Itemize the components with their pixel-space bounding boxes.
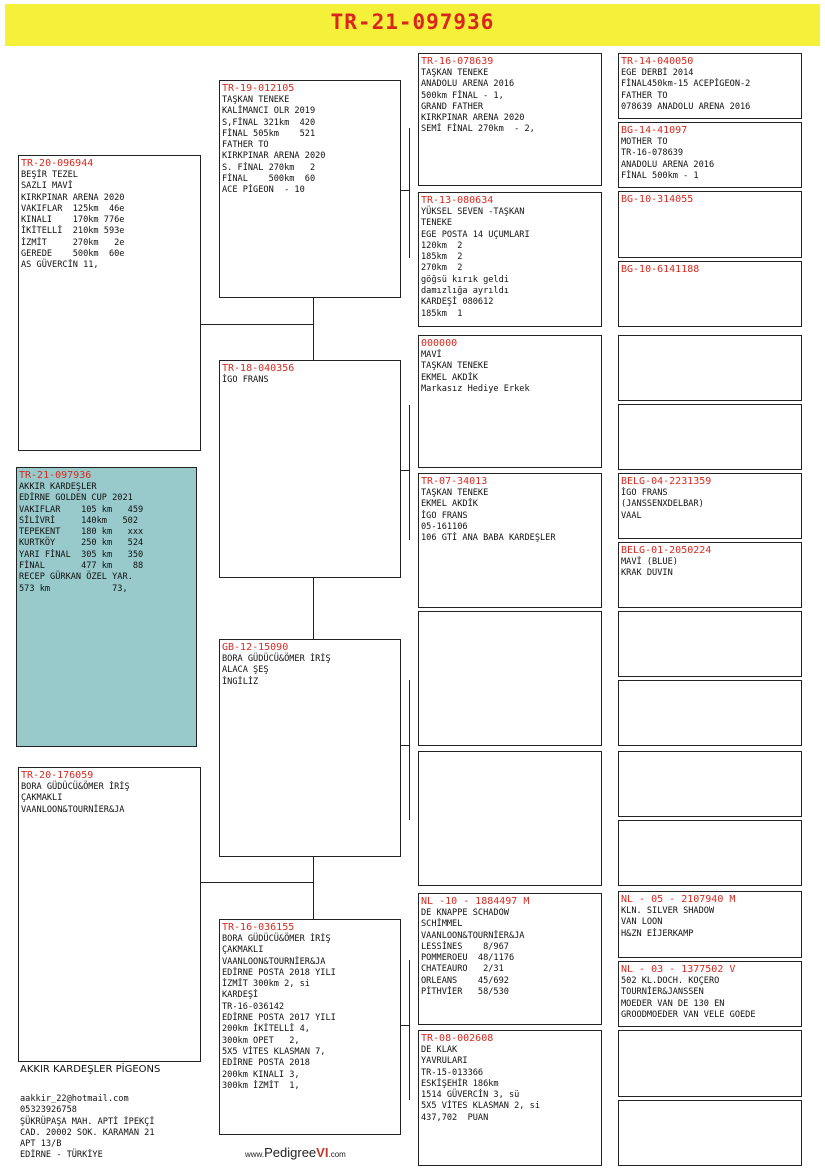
- logo-accent: VI: [316, 1145, 329, 1160]
- pedigree-line: VAAL: [621, 510, 642, 521]
- pedigree-line: TENEKE: [421, 218, 453, 229]
- pedigree-line: SİLİVRİ 140km 502: [19, 515, 138, 526]
- pedigree-line: damızlığa ayrıldı: [421, 286, 509, 297]
- pedigree-line: EGE DERBİ 2014: [621, 68, 694, 78]
- pedigree-line: TAŞKAN TENEKE: [421, 68, 489, 78]
- ring-number: BG-10-314055: [621, 194, 694, 205]
- ring-number: TR-13-080634: [421, 195, 494, 206]
- great-ancestor-box: [618, 611, 802, 677]
- ring-number: TR-18-040356: [222, 363, 295, 374]
- pedigree-line: DE KNAPPE SCHADOW: [421, 908, 509, 918]
- pedigree-line: BORA GÜDÜCÜ&ÖMER İRİŞ: [222, 654, 331, 664]
- ancestor-box: [418, 893, 602, 1025]
- pedigree-line: VAN LOON: [621, 917, 663, 928]
- ring-number: TR-21-097936: [19, 470, 92, 481]
- great-ancestor-box: [618, 1100, 802, 1166]
- ring-number: BELG-01-2050224: [621, 545, 712, 556]
- ancestor-box: [418, 751, 602, 886]
- pedigree-line: VAANLOON&TOURNİER&JA: [21, 804, 125, 815]
- great-ancestor-box: [618, 1030, 802, 1097]
- pedigree-line: İGO FRANS: [222, 375, 269, 385]
- ring-number: BELG-04-2231359: [621, 476, 712, 487]
- ring-number: BG-10-6141188: [621, 264, 700, 275]
- pedigree-line: KIRKPINAR ARENA 2020: [421, 113, 525, 124]
- pedigree-line: ANADOLU ARENA 2016: [421, 79, 515, 90]
- pedigree-title: TR-21-097936: [330, 10, 495, 34]
- great-ancestor-box: [618, 191, 802, 258]
- pedigree-line: KARDEŞİ 080612: [421, 297, 494, 308]
- great-ancestor-box: [618, 891, 802, 958]
- connector: [409, 128, 410, 258]
- pedigree-line: TEPEKENT 180 km xxx: [19, 527, 144, 538]
- connector: [200, 882, 314, 883]
- sire-dam-box: [219, 360, 401, 578]
- pedigree-line: SEMİ FİNAL 270km - 2,: [421, 124, 535, 135]
- great-ancestor-box: [618, 404, 802, 470]
- pedigree-line: YAVRULARI: [421, 1056, 468, 1067]
- dam-dam-box: [219, 919, 401, 1135]
- great-ancestor-box: [618, 542, 802, 608]
- ancestor-box: [418, 1030, 602, 1166]
- owner-name: AKKIR KARDEŞLER PİGEONS: [20, 1064, 161, 1075]
- pedigree-line: 5X5 VİTES KLASMAN 7,: [222, 1046, 326, 1057]
- ring-number: TR-20-096944: [21, 158, 94, 169]
- pedigree-line: 1514 GÜVERCİN 3, sü: [421, 1090, 520, 1101]
- ancestor-box: [418, 473, 602, 608]
- pedigree-line: FİNAL 500km - 1: [621, 170, 699, 181]
- great-ancestor-box: [618, 261, 802, 327]
- pedigree-line: TOURNİER&JANSSEN: [621, 987, 704, 998]
- pedigree-line: 200km KINALI 3,: [222, 1069, 300, 1080]
- pedigree-line: VAKIFLAR 105 km 459: [19, 504, 144, 515]
- pedigree-line: BORA GÜDÜCÜ&ÖMER İRİŞ: [222, 934, 331, 944]
- pedigree-line: YARI FİNAL 305 km 350: [19, 549, 144, 560]
- pedigree-line: SCHİMMEL: [421, 919, 463, 930]
- ring-number: TR-20-176059: [21, 770, 94, 781]
- great-ancestor-box: [618, 473, 802, 539]
- sire-sire-box: [219, 80, 401, 298]
- pedigree-line: 270km 2: [421, 263, 463, 274]
- pedigree-line: RECEP GÜRKAN ÖZEL YAR.: [19, 572, 133, 583]
- pedigree-line: EDİRNE POSTA 2017 YILI: [222, 1013, 336, 1024]
- dam-sire-box: [219, 639, 401, 857]
- ring-number: TR-08-002608: [421, 1033, 494, 1044]
- pedigree-line: KIRKPINAR ARENA 2020: [222, 151, 326, 162]
- pedigreevi-logo[interactable]: [245, 1145, 346, 1160]
- connector: [313, 297, 314, 362]
- pedigree-line: S. FİNAL 270km 2: [222, 162, 316, 173]
- pedigree-line: KRAK DUVIN: [621, 568, 673, 579]
- pedigree-line: DE KLAK: [421, 1045, 458, 1055]
- pedigree-line: BORA GÜDÜCÜ&ÖMER İRİŞ: [21, 782, 130, 792]
- contact-block: [20, 1094, 155, 1162]
- pedigree-line: AS GÜVERCİN 11,: [21, 260, 99, 271]
- contact-email[interactable]: aakkir_22@hotmail.com: [20, 1094, 129, 1104]
- pedigree-line: EDİRNE GOLDEN CUP 2021: [19, 493, 133, 504]
- pedigree-line: ANADOLU ARENA 2016: [621, 159, 715, 170]
- connector: [200, 324, 314, 325]
- pedigree-line: İGO FRANS: [621, 488, 668, 498]
- sire-box: [18, 155, 201, 451]
- ring-number: TR-16-078639: [421, 56, 494, 67]
- contact-address-line: ŞÜKRÜPAŞA MAH. APTİ İPEKÇİ: [20, 1116, 155, 1127]
- pedigree-line: 05-161106: [421, 521, 468, 532]
- pedigree-line: 437,702 PUAN: [421, 1112, 489, 1123]
- pedigree-line: EDİRNE POSTA 2018 YILI: [222, 967, 336, 978]
- pedigree-line: POMMEROEU 48/1176: [421, 953, 515, 964]
- pedigree-line: EGE POSTA 14 UÇUMLARI: [421, 229, 530, 240]
- pedigree-line: KINALI 170km 776e: [21, 215, 125, 226]
- contact-phone: 05323926758: [20, 1105, 77, 1116]
- logo-name: Pedigree: [264, 1145, 317, 1160]
- connector: [409, 405, 410, 540]
- pedigree-line: TR-16-078639: [621, 148, 684, 159]
- pedigree-line: GEREDE 500km 60e: [21, 249, 125, 260]
- pedigree-line: KLN. SILVER SHADOW: [621, 906, 715, 916]
- pedigree-line: TR-15-013366: [421, 1067, 484, 1078]
- pedigree-line: İZMİT 300km 2, si: [222, 979, 310, 990]
- dam-box: [18, 767, 201, 1062]
- pedigree-line: 502 KL.DOCH. KOÇERO: [621, 976, 720, 986]
- great-ancestor-box: [618, 53, 802, 119]
- pedigree-line: 573 km 73,: [19, 583, 128, 594]
- pedigree-line: göğsü kırık geldi: [421, 274, 509, 285]
- pedigree-line: ORLEANS 45/692: [421, 975, 509, 986]
- ring-number: TR-14-040050: [621, 56, 694, 67]
- pedigree-line: SAZLI MAVİ: [21, 181, 73, 192]
- pedigree-line: FİNAL 500km 60: [222, 174, 316, 185]
- pedigree-line: YÜKSEL SEVEN -TAŞKAN: [421, 207, 525, 217]
- subject-box: [16, 467, 197, 747]
- pedigree-line: (JANSSENXDELBAR): [621, 499, 704, 510]
- great-ancestor-box: [618, 680, 802, 746]
- great-ancestor-box: [618, 820, 802, 886]
- ancestor-box: [418, 53, 602, 186]
- pedigree-line: H&ZN EİJERKAMP: [621, 928, 694, 939]
- pedigree-line: Markasız Hediye Erkek: [421, 383, 530, 394]
- pedigree-line: KURTKÖY 250 km 524: [19, 538, 144, 549]
- contact-city: EDİRNE - TÜRKİYE: [20, 1150, 103, 1161]
- ring-number: NL - 03 - 1377502 V: [621, 964, 736, 975]
- pedigree-line: 078639 ANADOLU ARENA 2016: [621, 101, 751, 112]
- ancestor-box: [418, 611, 602, 746]
- pedigree-line: MOTHER TO: [621, 137, 668, 147]
- pedigree-line: EKMEL AKDİK: [421, 499, 478, 510]
- pedigree-line: MAVİ: [421, 350, 442, 360]
- pedigree-line: KIRKPINAR ARENA 2020: [21, 192, 125, 203]
- pedigree-line: ALACA ŞEŞ: [222, 665, 269, 676]
- pedigree-line: İGO FRANS: [421, 510, 468, 521]
- great-ancestor-box: [618, 751, 802, 817]
- ring-number: BG-14-41097: [621, 125, 688, 136]
- great-ancestor-box: [618, 961, 802, 1027]
- ring-number: NL -10 - 1884497 M: [421, 896, 530, 907]
- ring-number: TR-16-036155: [222, 922, 295, 933]
- pedigree-line: FATHER TO: [621, 90, 668, 101]
- pedigree-line: 300km OPET 2,: [222, 1035, 300, 1046]
- pedigree-line: 120km 2: [421, 240, 463, 251]
- pedigree-line: FİNAL450km-15 ACEPİGEON-2: [621, 79, 751, 90]
- pedigree-line: LESSİNES 8/967: [421, 941, 509, 952]
- pedigree-line: CHATEAURO 2/31: [421, 964, 504, 975]
- pedigree-line: VAKIFLAR 125km 46e: [21, 203, 125, 214]
- contact-address-line: CAD. 20002 SOK. KARAMAN 21: [20, 1127, 155, 1138]
- great-ancestor-box: [618, 335, 802, 401]
- pedigree-line: EDİRNE POSTA 2018: [222, 1058, 310, 1069]
- pedigree-line: AKKIR KARDEŞLER: [19, 482, 97, 492]
- ring-number: GB-12-15090: [222, 642, 289, 653]
- pedigree-line: TAŞKAN TENEKE: [222, 95, 290, 105]
- connector: [409, 960, 410, 1100]
- pedigree-line: 200km İKİTELLİ 4,: [222, 1024, 310, 1035]
- pedigree-line: TAŞKAN TENEKE: [421, 361, 489, 372]
- pedigree-line: ESKİŞEHİR 186km: [421, 1078, 499, 1089]
- pedigree-line: KALİMANCI OLR 2019: [222, 106, 316, 117]
- pedigree-line: 106 GTİ ANA BABA KARDEŞLER: [421, 533, 556, 544]
- pedigree-line: TAŞKAN TENEKE: [421, 488, 489, 498]
- pedigree-line: 185km 2: [421, 252, 463, 263]
- logo-suffix: .com: [328, 1150, 346, 1159]
- pedigree-line: 185km 1: [421, 308, 463, 319]
- pedigree-line: S,FİNAL 321km 420: [222, 117, 316, 128]
- pedigree-line: İKİTELLİ 210km 593e: [21, 226, 125, 237]
- ancestor-box: [418, 335, 602, 468]
- pedigree-line: PİTHVİER 58/530: [421, 987, 509, 998]
- ancestor-box: [418, 192, 602, 327]
- pedigree-line: ACE PİGEON - 10: [222, 185, 305, 196]
- pedigree-line: GRAND FATHER: [421, 101, 484, 112]
- pedigree-line: VAANLOON&TOURNİER&JA: [222, 956, 326, 967]
- ring-number: TR-07-34013: [421, 476, 488, 487]
- pedigree-line: BEŞİR TEZEL: [21, 170, 78, 180]
- connector: [313, 577, 314, 640]
- pedigree-line: İNGİLİZ: [222, 676, 259, 687]
- contact-address-line: APT 13/B: [20, 1139, 62, 1150]
- connector: [409, 680, 410, 820]
- logo-prefix: www.: [245, 1150, 265, 1159]
- pedigree-line: 500km FİNAL - 1,: [421, 90, 504, 101]
- pedigree-line: KARDEŞİ: [222, 990, 259, 1001]
- connector: [313, 856, 314, 920]
- pedigree-line: MOEDER VAN DE 130 EN: [621, 998, 725, 1009]
- title-banner: [5, 4, 820, 46]
- ring-number: NL - 05 - 2107940 M: [621, 894, 736, 905]
- pedigree-line: FİNAL 505km 521: [222, 128, 316, 139]
- pedigree-line: VAANLOON&TOURNİER&JA: [421, 930, 525, 941]
- ring-number: TR-19-012105: [222, 83, 295, 94]
- pedigree-line: ÇAKMAKLI: [21, 793, 63, 804]
- pedigree-line: 5X5 VİTES KLASMAN 2, si: [421, 1101, 540, 1112]
- pedigree-line: GROODMOEDER VAN VELE GOEDE: [621, 1009, 756, 1020]
- pedigree-line: İZMİT 270km 2e: [21, 237, 125, 248]
- pedigree-line: FATHER TO: [222, 140, 269, 151]
- pedigree-line: ÇAKMAKLI: [222, 945, 264, 956]
- great-ancestor-box: [618, 122, 802, 188]
- pedigree-line: TR-16-036142: [222, 1001, 285, 1012]
- pedigree-line: EKMEL AKDİK: [421, 372, 478, 383]
- pedigree-line: MAVİ (BLUE): [621, 557, 678, 567]
- pedigree-line: FİNAL 477 km 88: [19, 561, 144, 572]
- pedigree-line: 300km İZMİT 1,: [222, 1080, 300, 1091]
- ring-number: 000000: [421, 338, 458, 349]
